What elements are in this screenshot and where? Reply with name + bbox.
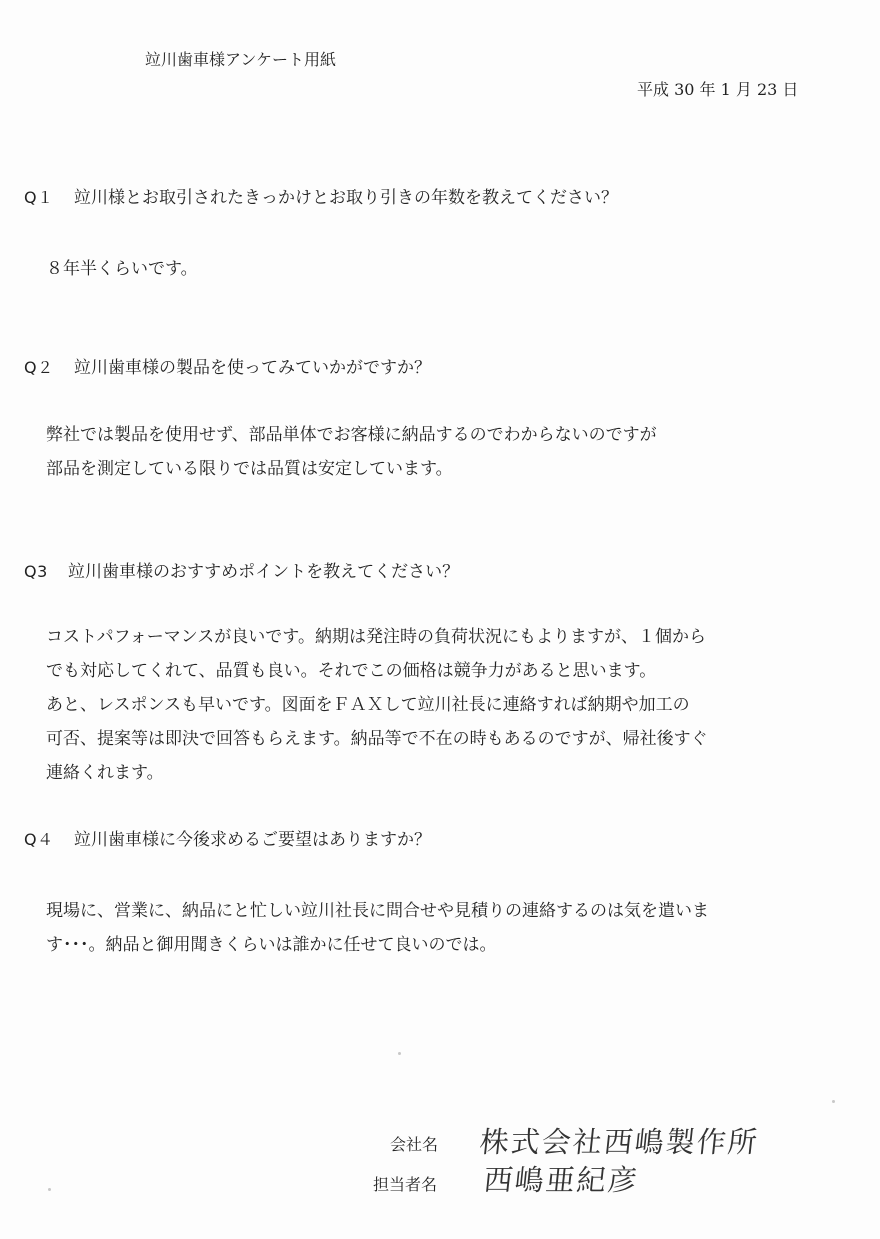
- question-2-answer: [46, 418, 657, 486]
- person-in-charge-handwritten: 西嶋亜紀彦: [482, 1163, 641, 1197]
- person-in-charge-label: 担当者名: [373, 1175, 438, 1194]
- answer-line: あと、レスポンスも早いです。図面をＦＡＸして竝川社長に連絡すれば納期や加工の: [46, 695, 690, 715]
- answer-line: コストパフォーマンスが良いです。納期は発注時の負荷状況にもよりますが、１個から: [46, 627, 706, 647]
- question-3-text: 竝川歯車様のおすすめポイントを教えてください？: [68, 562, 460, 582]
- answer-line: でも対応してくれて、品質も良い。それでこの価格は競争力があると思います。: [46, 661, 657, 681]
- document-date: 平成 30 年 1 月 23 日: [637, 80, 799, 99]
- question-1-label: Q１: [24, 188, 54, 207]
- answer-line: 可否、提案等は即決で回答もらえます。納品等で不在の時もあるのですが、帰社後すぐ: [46, 729, 708, 749]
- question-3-label: Q3: [24, 562, 48, 581]
- question-4-label: Q４: [24, 830, 54, 849]
- answer-line: す･･･。納品と御用聞きくらいは誰かに任せて良いのでは。: [46, 935, 497, 955]
- answer-line: 弊社では製品を使用せず、部品単体でお客様に納品するのでわからないのですが: [46, 425, 657, 445]
- answer-line: 連絡くれます。: [46, 763, 164, 783]
- question-2-label: Q２: [24, 358, 54, 377]
- answer-line: 現場に、営業に、納品にと忙しい竝川社長に問合せや見積りの連絡するのは気を遣いま: [46, 901, 709, 921]
- scan-speck: [48, 1188, 51, 1191]
- answer-line: ８年半くらいです。: [46, 259, 198, 279]
- question-1-text: 竝川様とお取引されたきっかけとお取り引きの年数を教えてください？: [74, 188, 618, 208]
- document-title: 竝川歯車様アンケート用紙: [145, 50, 337, 69]
- question-4-answer: [46, 894, 709, 962]
- question-4-text: 竝川歯車様に今後求めるご要望はありますか？: [74, 830, 431, 850]
- scan-speck: [832, 1100, 835, 1103]
- question-1-answer: [46, 252, 198, 286]
- question-2-text: 竝川歯車様の製品を使ってみていかがですか？: [74, 358, 431, 378]
- company-name-handwritten: 株式会社西嶋製作所: [478, 1125, 761, 1159]
- answer-line: 部品を測定している限りでは品質は安定しています。: [46, 459, 453, 479]
- question-3-answer: [46, 620, 708, 790]
- company-name-label: 会社名: [390, 1135, 439, 1154]
- scan-speck: [398, 1052, 401, 1055]
